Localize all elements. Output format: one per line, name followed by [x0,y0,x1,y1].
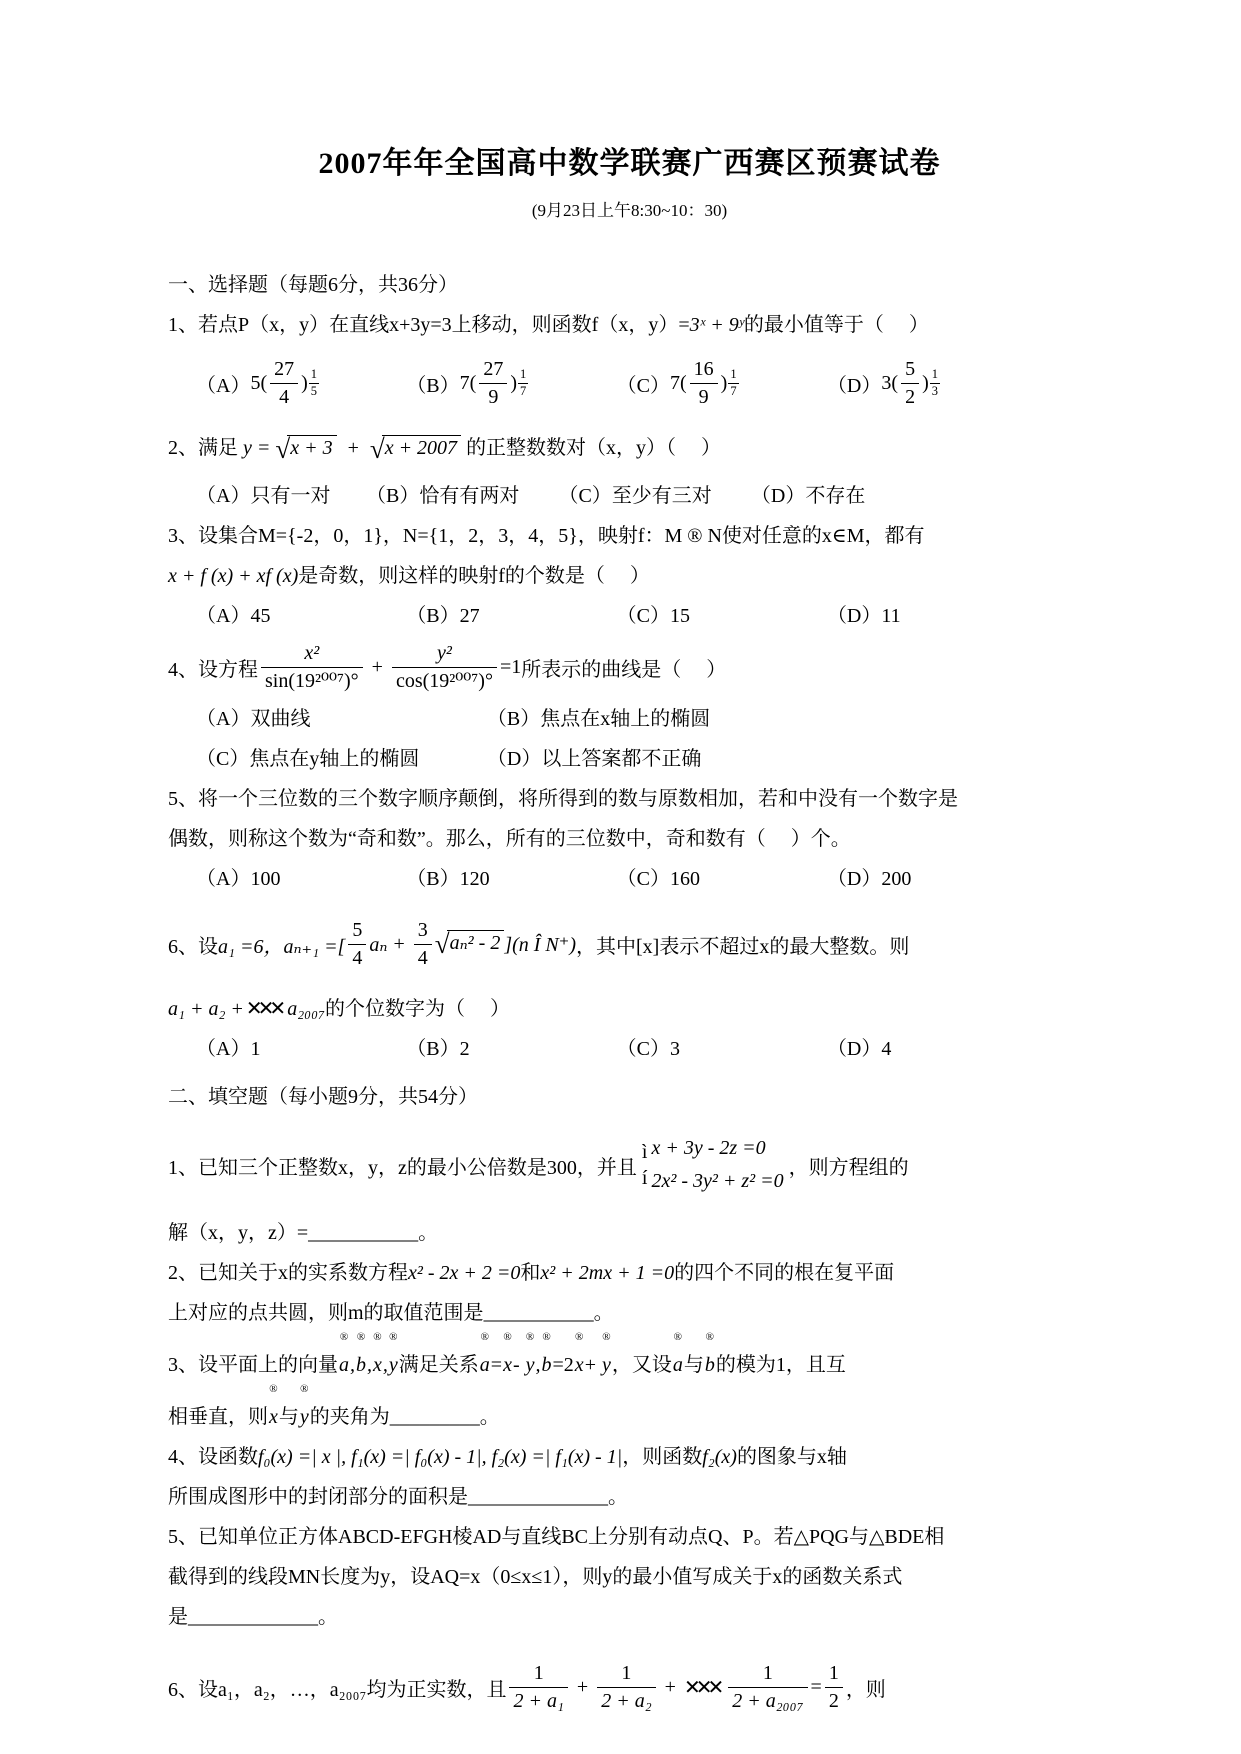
option-d: （D）以上答案都不正确 [486,748,702,770]
garbled-arrow: ® [269,1383,278,1395]
garbled-arrow: ® [673,1331,683,1343]
vector-b: ® b [541,1331,552,1376]
option-a: （A）100 [196,868,281,890]
radical-sign: √ [275,434,291,464]
option-b: （B）焦点在x轴上的椭圆 [486,708,711,730]
section2-heading: 二、填空题（每小题9分，共54分） [168,1086,478,1108]
garbled-ellipsis: ✕✕✕ [683,1676,720,1699]
exponent-fraction: 1 3 [931,366,938,398]
fill-5-line3: 是_____________。 [168,1606,338,1628]
garbled-arrow: ® [602,1331,611,1343]
question-5-line1: 5、将一个三位数的三个数字顺序颠倒，将所得到的数与原数相加，若和中没有一个数字是 [168,788,958,810]
fill-1-line2: 解（x，y，z）=___________。 [168,1222,439,1244]
question-6-line2: a₁ + a₂ + ✕✕✕ a₂₀₀₇的个位数字为（ ） [168,998,510,1020]
question-5-line2: 偶数，则称这个数为“奇和数”。那么，所有的三位数中，奇和数有（ ）个。 [168,828,851,850]
question-4-options-row1 [168,699,1091,739]
vector-y: ® y [299,1383,309,1428]
fraction: $\frac{1}{\text{2 + a₁}}$ [509,1662,567,1713]
fraction: $\frac{27}{4}$ [270,358,298,409]
option-b: （B）120 [406,868,490,890]
question-1-options [168,345,1091,421]
option-a: （A）只有一对 [196,485,331,507]
garbled-arrow: ® [542,1331,551,1343]
fill-question-4 [168,1437,1091,1517]
question-5 [168,779,1091,899]
question-4-text: 4、设方程 $\frac{\text{x²}}{\text{sin(19²⁰⁰⁷)°}}$ + $\frac{\text{y²}}{\text{cos(19²⁰⁰⁷)°}}$ =1 所表示的曲线是（ ） [168,642,727,692]
system-brace: ì í [641,1141,648,1189]
question-3 [168,516,1091,636]
fill-4-line2: 所围成图形中的封闭部分的面积是______________。 [168,1486,628,1508]
page-subtitle: (9月23日上午8:30~10：30) [531,201,728,220]
vector-x: ® x [574,1331,584,1376]
garbled-arrow: ® [705,1331,715,1343]
fraction: $\frac{\text{x²}}{\text{sin(19²⁰⁰⁷)°}}$ [261,642,363,693]
option-c: （C）15 [616,605,690,627]
fraction: $\frac{1}{\text{2 + a₂}}$ [597,1662,655,1713]
exponent-fraction: 1 5 [310,366,318,398]
vector-x: ® x [269,1383,278,1428]
radical-sign: √ [434,928,450,959]
question-5-options [168,859,1091,899]
option-a: （A） 5( $\frac{27}{4}$ ) 1 5 [196,357,318,408]
exponent-fraction: 1 7 [520,366,527,398]
option-d: （D）不存在 [750,485,866,507]
fraction: $\frac{1}{\text{2 + a₂₀₀₇}}$ [728,1662,807,1713]
sqrt-radical: √x + 2007 [370,421,461,476]
vector-b: ® b [704,1331,715,1376]
fill-question-3 [168,1333,1091,1437]
question-4-options-row2 [168,739,1091,779]
exponent-fraction: 1 7 [730,366,737,398]
fraction: $\frac{\text{y²}}{\text{cos(19²⁰⁰⁷)°}}$ [392,642,497,693]
question-3-line1: 3、设集合M={-2，0，1}，N={1，2，3，4，5}，映射f：M ® N使对任意的x∈M，都有 [168,525,925,547]
vector-a: ® a [479,1331,490,1376]
garbled-ellipsis: ✕✕✕ [245,998,282,1020]
garbled-arrow: ® [575,1331,584,1343]
fill-4-line1: 4、设函数f₀(x) =| x |, f₁(x) =| f₀(x) - 1|, f₂(x) =| f₁(x) - 1|，则函数f₂(x)的图象与x轴 [168,1446,847,1468]
fill-2-line1: 2、已知关于x的实系数方程x² - 2x + 2 =0和x² + 2mx + 1 =0的四个不同的根在复平面 [168,1262,895,1284]
fill-3-line1: 3、设平面上的向量 ® a, ® b, ® x, ® y满足关系 ® a= ® x- ® y, ® b=2 ® x+ ® y，又设 ® a与 ® b的模为1，且互 [168,1333,1091,1385]
option-c: （C）3 [616,1038,680,1060]
fraction: $\frac{16}{9}$ [690,358,718,409]
option-a: （A）1 [196,1038,261,1060]
section1-heading: 一、选择题（每题6分，共36分） [168,274,458,296]
option-a: （A）45 [196,605,271,627]
option-c: （C） 7( $\frac{16}{9}$ ) 1 7 [616,357,737,408]
option-b: （B）27 [406,605,480,627]
option-d: （D）200 [826,868,912,890]
fraction: $\frac{3}{4}$ [414,919,432,970]
page-title: 2007年年全国高中数学联赛广西赛区预赛试卷 [318,147,941,180]
fraction: $\frac{5}{4}$ [348,919,366,970]
question-6-options [168,1029,1091,1069]
radical-sign: √ [369,434,385,464]
question-1-text: 1、若点P（x，y）在直线x+3y=3上移动，则函数f（x，y）=3ˣ + 9ʸ的最小值等于（ ） [168,314,929,336]
fraction: $\frac{5}{2}$ [901,358,919,409]
question-2-options [168,476,1091,516]
answer-blank: _____________ [188,1606,318,1628]
question-6-line1: 6、设 a₁ =6，aₙ₊₁ =[ $\frac{5}{4}$ aₙ + $\frac{3}{4}$ √aₙ² - 2 ](n Î N⁺) ，其中[x]表示不超过x的最大整数。则 [168,918,910,969]
vector-y: ® y [525,1331,535,1376]
question-4 [168,642,1091,779]
garbled-arrow: ® [300,1383,309,1395]
option-c: （C）焦点在y轴上的椭圆 [196,748,420,770]
vector-x: ® x [373,1331,382,1376]
option-d: （D）11 [826,605,901,627]
option-d: （D）4 [826,1038,892,1060]
garbled-arrow: ® [389,1331,398,1343]
answer-blank: ______________ [468,1486,608,1508]
fill-3-line2: 相垂直，则 ® x与 ® y的夹角为_________。 [168,1385,1091,1437]
fill-1-line1: 1、已知三个正整数x，y，z的最小公倍数是300，并且 ì í x + 3y - 2z =0 2x² - 3y² + z² =0 ，则方程组的 [168,1117,1091,1213]
fill-question-2 [168,1253,1091,1333]
garbled-arrow: ® [339,1331,349,1343]
option-c: （C）至少有三对 [558,485,712,507]
vector-b: ® b [356,1331,366,1376]
question-3-options [168,596,1091,636]
vector-y: ® y [388,1331,398,1376]
garbled-arrow: ® [356,1331,366,1343]
garbled-arrow: ® [525,1331,535,1343]
garbled-arrow: ® [373,1331,382,1343]
question-1 [168,305,1091,421]
question-2 [168,421,1091,516]
sqrt-radical: √x + 3 [275,421,336,476]
option-d: （D） 3( $\frac{5}{2}$ ) 1 3 [826,357,938,408]
sqrt-radical: √aₙ² - 2 [435,929,505,960]
fill-question-6 [168,1645,1091,1729]
fill-5-line1: 5、已知单位正方体ABCD-EFGH棱AD与直线BC上分别有动点Q、P。若△PQG与△BDE相 [168,1526,945,1548]
fill-2-line2: 上对应的点共圆，则m的取值范围是___________。 [168,1302,614,1324]
garbled-arrow: ® [480,1331,489,1343]
option-b: （B）2 [406,1038,470,1060]
fraction: $\frac{1}{2}$ [825,1662,843,1713]
vector-y: ® y [601,1331,611,1376]
answer-blank: ___________ [483,1302,594,1324]
vector-x: ® x [503,1331,512,1376]
fill-question-5 [168,1517,1091,1637]
option-c: （C）160 [616,868,700,890]
equation-system: ì í x + 3y - 2z =0 2x² - 3y² + z² =0 [641,1137,784,1192]
fill-5-line2: 截得到的线段MN长度为y，设AQ=x（0≤x≤1），则y的最小值写成关于x的函数关系式 [168,1566,903,1588]
answer-blank: _________ [389,1406,480,1428]
question-3-line2: x + f (x) + xf (x)是奇数，则这样的映射f的个数是（ ） [168,565,650,587]
answer-blank: ___________ [308,1222,419,1244]
question-6 [168,905,1091,1069]
vector-a: ® a [672,1331,683,1376]
vector-a: ® a [339,1331,349,1376]
fraction: $\frac{27}{9}$ [479,358,507,409]
fill-6-line1: 6、设a₁，a₂，…，a₂₀₀₇均为正实数，且 $\frac{1}{\text{2 + a₁}}$ + $\frac{1}{\text{2 + a₂}}$ + ✕✕✕ $\frac{1}{\text{2 + a₂₀₀₇}}$ = $\frac{1}{2}$ ，则 [168,1661,886,1712]
option-a: （A）双曲线 [196,708,311,730]
garbled-arrow: ® [503,1331,512,1343]
fill-question-1 [168,1117,1091,1253]
question-2-text: 2、满足 y = √x + 3 + √x + 2007 的正整数数对（x，y）（ ） [168,421,1091,476]
option-b: （B）恰有有两对 [366,485,520,507]
option-b: （B） 7( $\frac{27}{9}$ ) 1 7 [406,357,527,408]
